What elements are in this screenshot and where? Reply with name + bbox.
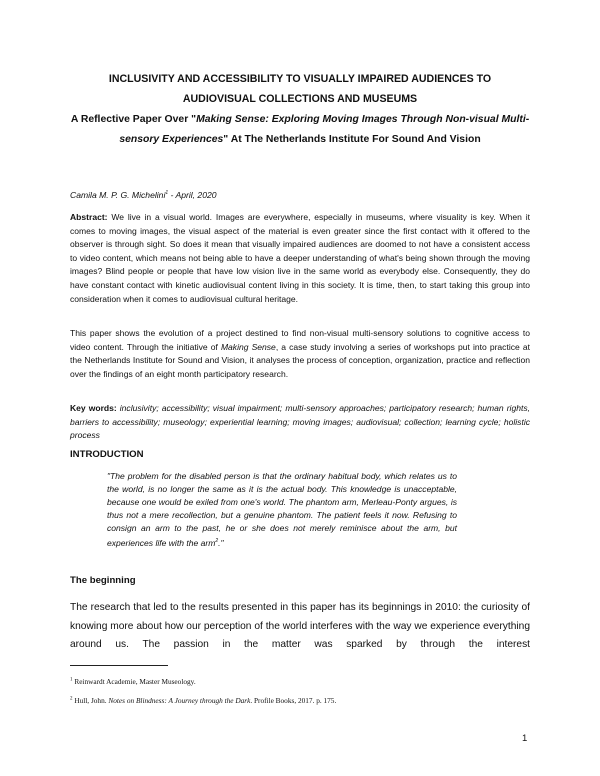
section-heading: The beginning [70,575,136,586]
paragraph [70,327,530,381]
footnote-ref[interactable]: 1 [165,190,169,197]
footnote-text: . Profile Books, 2017. p. 175. [250,696,337,705]
abstract [70,211,530,306]
page-number: 1 [522,733,528,744]
body-text: The research that led to the results presented in this paper has its beginnings in 2010: the curiosity of knowing more about how our perception of the world interferes with the way we experience everything around us. The passion in the matter was sparked by through the interest [70,602,530,650]
title-line: AUDIOVISUAL COLLECTIONS AND MUSEUMS [182,93,418,106]
section-heading: INTRODUCTION [70,449,144,460]
footnote [70,696,336,705]
keywords [70,402,530,443]
keywords-text: inclusivity; accessibility; visual impairment; multi-sensory approaches; participatory research; human rights, barriers to accessibility; museology; experiential learning; moving images; audiovisual; collection; learning cycle; holistic process [70,403,530,441]
abstract-text: We live in a visual world. Images are everywhere, especially in museums, where visuality is key. When it comes to moving images, the visual aspect of the material is even greater since the first contact with it offered to the observer is through sight. So does it mean that visually impaired audiences are doomed to not have a consistent access to video content, which means not being able to have a deeper understanding of what's being shown through the moving images? Blind people or people that have low vision live in the same world as everybody else. Consequently, they do have constant contact with kinetic audiovisual content living in this society. It is time, then, to start taking this group into consideration when it comes to audiovisual cultural heritage. [70,212,530,304]
author-line [70,190,217,200]
subtitle-post: " At The Netherlands Institute For Sound And Vision [223,133,481,145]
footnote [70,677,196,686]
footnote-title: Notes on Blindness: A Journey through the Dark [108,696,251,705]
footnote-number: 1 [70,677,73,683]
subtitle-italic: Making Sense: Exploring Moving Images Through Non-visual Multi-sensory Experiences [119,113,530,145]
footnote-text: Hull, John. [72,696,109,705]
block-quote [107,470,457,550]
text: , a case study involving a series of workshops put into practice at the Netherlands Institute for Sound and Vision, it analyses the process of conception, organization, practice and reflection over the findings of an eight month participatory research. [70,341,530,379]
footnote-divider [70,665,168,666]
abstract-label: Abstract: [70,212,108,222]
footnote-ref[interactable]: 2 [215,538,219,545]
text-italic: Making Sense [220,341,276,352]
keywords-label: Key words: [70,403,117,413]
date: - April, 2020 [168,190,217,200]
text: This paper shows the evolution of a project destined to find non-visual multi-sensory solutions to cognitive access to video content. Through the initiative of [70,328,530,352]
paper-title [60,69,540,150]
subtitle [60,110,540,151]
title-line: INCLUSIVITY AND ACCESSIBILITY TO VISUALLY IMPAIRED AUDIENCES TO [108,73,492,85]
quote-text: "The problem for the disabled person is that the ordinary habitual body, which relates us to the world, is no longer the same as it is the actual body. This knowledge is unacceptable, because one would be exiled from one's world. The phantom arm, Merleau-Ponty argues, is thus not a mere recollection, but a genuine phantom. The patient feels it now. Refusing to consign an arm to the past, he or she does not merely reminisce about the arm, but experiences life with the arm [107,471,457,549]
footnote-number: 2 [70,696,73,702]
author-name: Camila M. P. G. Michelini [70,190,166,200]
quote-end: ." [218,538,224,549]
subtitle-pre: A Reflective Paper Over " [70,113,197,125]
footnote-text: Reinwardt Academie, Master Museology. [72,677,196,686]
